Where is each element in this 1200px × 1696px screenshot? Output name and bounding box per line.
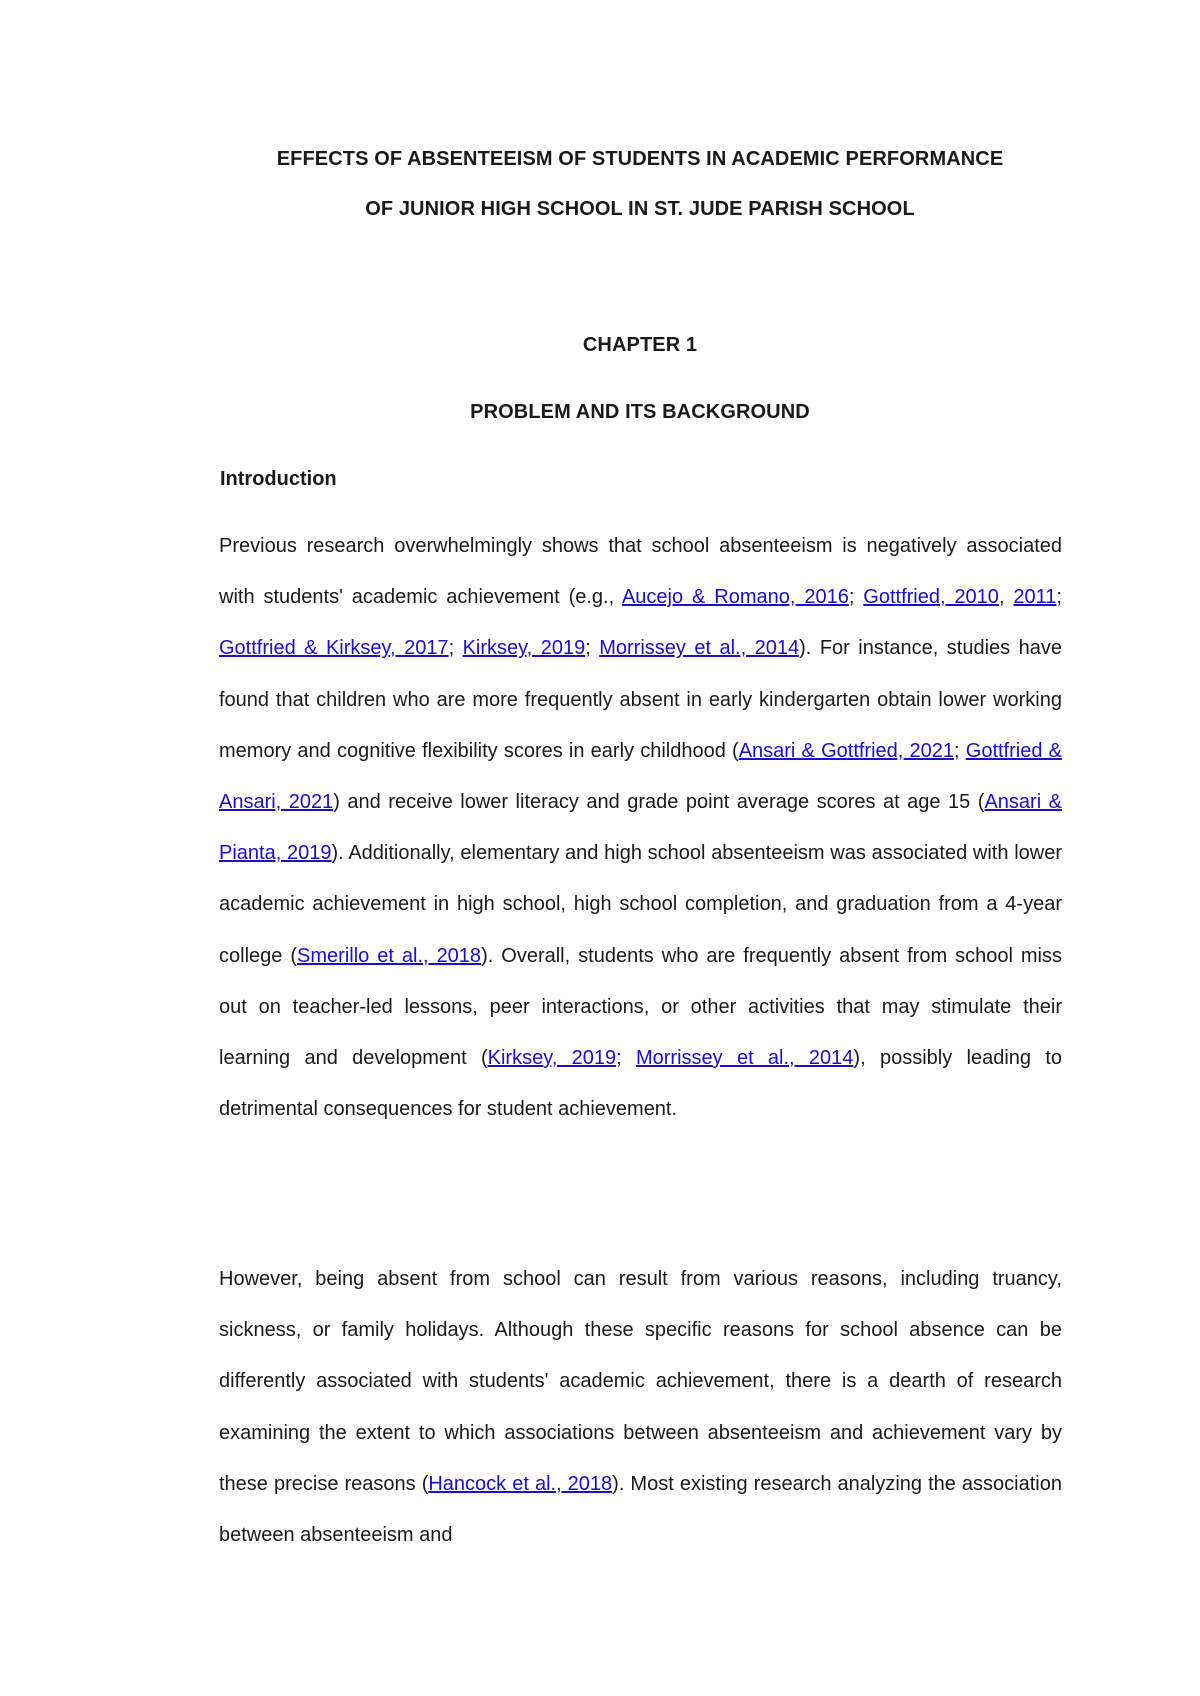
paragraph-text: ; [848,586,864,609]
chapter-title: PROBLEM AND ITS BACKGROUND [470,401,810,423]
paragraph-text: ; [954,739,966,762]
citation-link[interactable]: Kirksey, 2019 [487,1047,617,1070]
paragraph-text: ), possibly leading to detrimental consequences for student achievement. [219,1047,1063,1121]
citation-link[interactable]: 2011 [1013,586,1057,609]
paragraph-text: ; [585,637,600,660]
paragraph-text: ). Additionally, elementary and high school absenteeism was associated with lower academic achievement in high school, high school completion, and graduation from a 4-year college ( [219,842,1062,967]
paragraph-text: ). For instance, studies have found that children who are more frequently absent in early kindergarten obtain lower working memory and cognitive flexibility scores in early childhood ( [219,637,1062,762]
citation-link[interactable]: Morrissey et al., 2014 [599,637,800,660]
citation-link[interactable]: Morrissey et al., 2014 [635,1047,854,1070]
title-line-2: OF JUNIOR HIGH SCHOOL IN ST. JUDE PARISH SCHOOL [365,198,915,220]
title-line-1: EFFECTS OF ABSENTEEISM OF STUDENTS IN ACADEMIC PERFORMANCE [276,148,1004,170]
paragraph-text: However, being absent from school can result from various reasons, including truancy, sickness, or family holidays. Although these specific reasons for school absence can be differently associated with students' academic achievement, there is a dearth of research examining the extent to which associations between absenteeism and achievement vary by these precise reasons ( [219,1268,1062,1495]
paragraph-text: ; [1056,586,1062,609]
citation-link[interactable]: Smerillo et al., 2018 [297,944,482,967]
paragraph-text: ). Most existing research analyzing the association between absenteeism and [219,1472,1062,1547]
citation-link[interactable]: Gottfried & Kirksey, 2017 [219,637,449,660]
citation-link[interactable]: Aucejo & Romano, 2016 [621,586,849,609]
paragraph-text: ). Overall, students who are frequently absent from school miss out on teacher-led lessons, peer interactions, or other activities that may stimulate their learning and development ( [219,944,1062,1070]
citation-link[interactable]: Ansari & Pianta, 2019 [219,791,1063,865]
paragraph-text: ; [448,637,463,660]
section-heading-introduction: Introduction [220,468,337,490]
paragraph-2 [219,1254,1062,1561]
citation-link[interactable]: Hancock et al., 2018 [428,1472,613,1495]
paragraph-text: ; [616,1047,636,1070]
paragraph-1 [219,521,1062,1135]
paragraph-text: Previous research overwhelmingly shows that school absenteeism is negatively associated with students' academic achievement (e.g., [219,535,1062,609]
citation-link[interactable]: Gottfried & Ansari, 2021 [219,739,1062,814]
chapter-number: CHAPTER 1 [582,334,698,356]
citation-link[interactable]: Kirksey, 2019 [462,637,586,660]
citation-link[interactable]: Gottfried, 2010 [863,586,999,609]
citation-link[interactable]: Ansari & Gottfried, 2021 [738,739,955,762]
paragraph-text: ) and receive lower literacy and grade point average scores at age 15 ( [333,791,985,814]
paragraph-text: , [998,586,1014,609]
